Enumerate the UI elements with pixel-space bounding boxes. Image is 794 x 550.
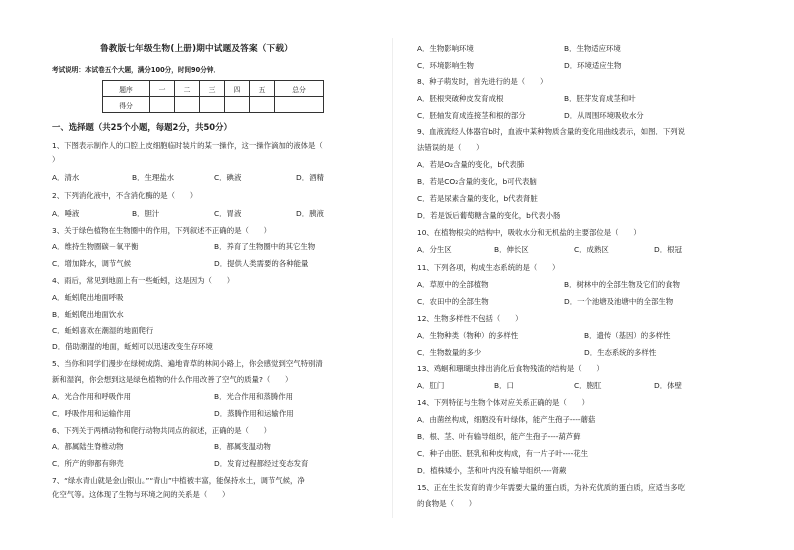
question-text: 7、“绿水青山就是金山银山。”“青山”中植被丰富，能保持水土，调节气候，净 [52,476,305,485]
question-text: 的食物是（ ） [417,499,477,508]
question-text: 12、生物多样性不包括（ ） [417,314,523,323]
document-title: 鲁教版七年级生物(上册)期中试题及答案（下载） [100,44,293,54]
question-text: 10、在植物根尖的结构中，吸收水分和无机盐的主要部位是（ ） [417,228,641,237]
option-c: C．成熟区 [574,245,609,254]
option-a: A．草原中的全部植物 [417,280,489,289]
option-d: D．若是饭后葡萄糖含量的变化，b代表小肠 [417,211,561,220]
question-text: 9、血液流经人体器官b时，血液中某种物质含量的变化用曲线表示，如图．下列说 [417,127,686,136]
option-d: D．胰液 [296,209,324,218]
score-input-cell [275,97,324,113]
option-c: C．农田中的全部生物 [417,297,489,306]
option-a: A．都属陆生脊椎动物 [52,442,124,451]
option-b: B．胚芽发育成茎和叶 [564,94,636,103]
question-text: 3、关于绿色植物在生物圈中的作用，下列叙述不正确的是（ ） [52,226,272,235]
option-d: D．发育过程都经过变态发育 [214,459,309,468]
score-input-cell [150,97,175,113]
score-input-cell [200,97,225,113]
option-c: C．胃液 [214,209,242,218]
question-text: 新和湿润，你会想到这是绿色植物的什么作用改善了空气的质量?（ ） [52,375,293,384]
option-b: B．伸长区 [494,245,529,254]
score-cell: 题序 [103,81,150,97]
score-input-cell [225,97,250,113]
question-text: 11、下列各项，构成生态系统的是（ ） [417,263,560,272]
option-c: C．碘液 [214,173,242,182]
option-d: D．环境适应生物 [564,61,622,70]
score-cell: 四 [225,81,250,97]
option-b: B．生理盐水 [132,173,175,182]
option-b: B．口 [494,381,514,390]
option-a: A．肛门 [417,381,445,390]
option-c: C．胞肛 [574,381,602,390]
option-a: A．生物影响环境 [417,44,474,53]
question-text: 8、种子萌发时，首先进行的是（ ） [417,77,548,86]
option-d: D．生态系统的多样性 [584,348,657,357]
option-b: B．根、茎、叶有输导组织，能产生孢子----葫芦藓 [417,432,581,441]
question-text: ） [52,155,60,164]
option-a: A．唾液 [52,209,80,218]
option-d: D．体壁 [654,381,682,390]
score-cell: 二 [175,81,200,97]
option-b: B．生物适应环境 [564,44,621,53]
option-b: B．胆汁 [132,209,160,218]
option-a: A．分生区 [417,245,452,254]
option-c: C．环境影响生物 [417,61,474,70]
question-text: 2、下列消化液中，不含消化酶的是（ ） [52,191,198,200]
question-text: 化空气等。这体现了生物与环境之间的关系是（ ） [52,490,230,499]
question-text: 14、下列特征与生物个体对应关系正确的是（ ） [417,398,590,407]
option-c: C．蚯蚓喜欢在潮湿的地面爬行 [52,326,154,335]
score-cell: 三 [200,81,225,97]
option-c: C．若是尿素含量的变化，b代表肾脏 [417,194,538,203]
score-table-score-row [103,97,324,113]
option-a: A．光合作用和呼吸作用 [52,392,131,401]
option-d: D．借助潮湿的地面，蚯蚓可以迅速改变生存环境 [52,342,213,351]
option-d: D．植株矮小，茎和叶内没有输导组织----肾蕨 [417,466,567,475]
option-b: B．蚯蚓爬出地面饮水 [52,310,124,319]
option-a: A．清水 [52,173,80,182]
option-a: A．蚯蚓爬出地面呼吸 [52,293,124,302]
score-input-cell [250,97,275,113]
option-d: D．一个池塘及池塘中的全部生物 [564,297,674,306]
option-b: B．树林中的全部生物及它们的食物 [564,280,680,289]
question-text: 5、当你和同学们漫步在绿树成荫、遍地青草的林间小路上，你会感觉到空气特别清 [52,359,323,368]
option-a: A．由菌丝构成，细胞没有叶绿体，能产生孢子----蘑菇 [417,415,596,424]
option-b: B．都属变温动物 [214,442,271,451]
option-d: D．酒精 [296,173,324,182]
score-cell: 五 [250,81,275,97]
question-text: 1、下图表示制作人的口腔上皮细胞临时装片的某一操作，这一操作滴加的液体是（ [52,141,323,150]
option-a: A．若是O₂含量的变化，b代表肺 [417,160,525,169]
question-text: 13、鸡蛔和珊瑚虫排出消化后食物残渣的结构是（ ） [417,364,604,373]
option-b: B．光合作用和蒸腾作用 [214,392,293,401]
option-d: D．提供人类需要的各种能量 [214,259,309,268]
score-table [102,80,324,113]
option-d: D．蒸腾作用和运输作用 [214,409,294,418]
question-text: 6、下列关于两栖动物和爬行动物共同点的叙述，正确的是（ ） [52,426,272,435]
option-d: D．根冠 [654,245,682,254]
option-b: B．养育了生物圈中的其它生物 [214,242,316,251]
score-cell: 一 [150,81,175,97]
question-text: 法错误的是（ ） [417,143,484,152]
option-b: B．遗传（基因）的多样性 [584,331,671,340]
option-a: A．维持生物圈碳－氧平衡 [52,242,139,251]
score-table-header-row [103,81,324,97]
option-b: B．若是CO₂含量的变化，b可代表脑 [417,177,537,186]
exam-instructions: 考试说明：本试卷五个大题，满分100分，时间90分钟． [52,66,221,74]
section-heading: 一、选择题（共25个小题，每题2分，共50分） [52,122,232,132]
option-a: A．胚根突破种皮发育成根 [417,94,504,103]
option-c: C．种子由胚、胚乳和种皮构成，有一片子叶----花生 [417,449,589,458]
option-c: C．生物数量的多少 [417,348,482,357]
option-c: C．呼吸作用和运输作用 [52,409,132,418]
score-input-cell [175,97,200,113]
page-fold-divider [392,38,393,518]
question-text: 4、雨后，常见到地面上有一些蚯蚓，这是因为（ ） [52,276,235,285]
option-c: C．胚轴发育成连接茎和根的部分 [417,111,526,120]
option-c: C．增加降水，调节气候 [52,259,132,268]
option-d: D．从周围环境吸收水分 [564,111,644,120]
question-text: 15、正在生长发育的青少年需要大量的蛋白质，为补充优质的蛋白质，应适当多吃 [417,483,686,492]
option-c: C．所产的卵都有卵壳 [52,459,124,468]
option-a: A．生物种类（物种）的多样性 [417,331,519,340]
score-cell: 总分 [275,81,324,97]
score-cell: 得分 [103,97,150,113]
